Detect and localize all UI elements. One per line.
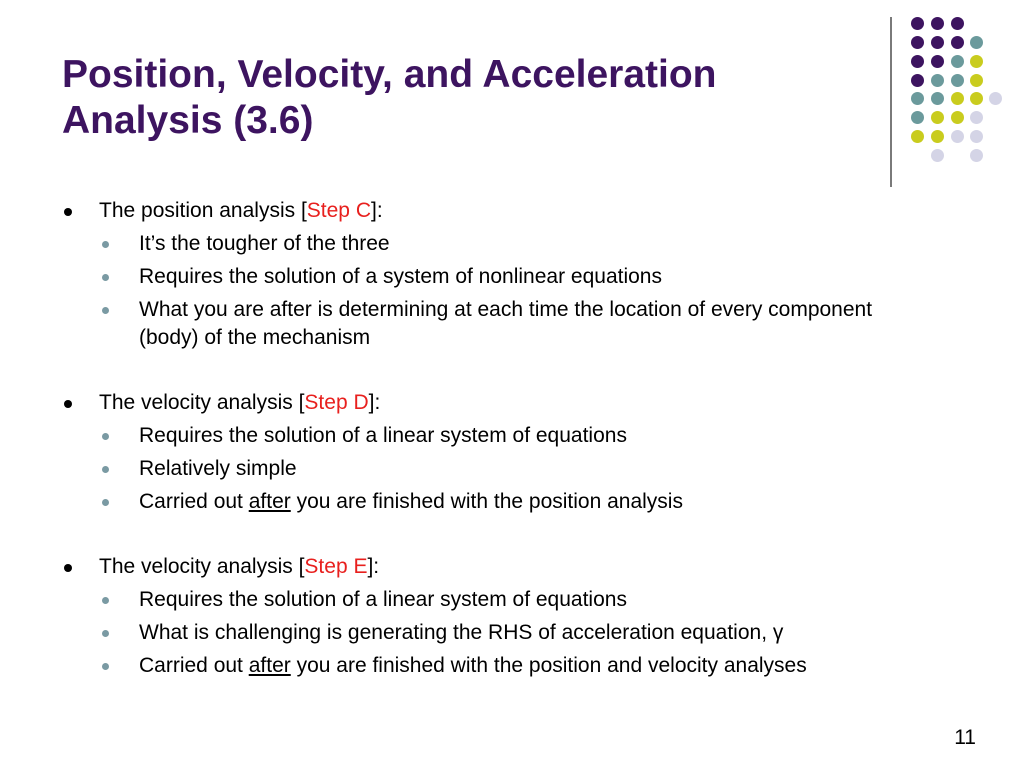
decor-dot: [931, 92, 944, 105]
decor-dot: [911, 111, 924, 124]
decor-dot: [951, 92, 964, 105]
bullet-text: you are finished with the position and velocity analyses: [290, 654, 807, 677]
decor-dot: [911, 130, 924, 143]
decor-dot: [951, 74, 964, 87]
decor-dot: [970, 36, 983, 49]
decor-dot: [951, 130, 964, 143]
slide-title: Position, Velocity, and Acceleration Analysis (3.6): [62, 53, 717, 142]
decor-dot: [970, 55, 983, 68]
decor-dot: [951, 17, 964, 30]
heading-text: The position analysis [: [99, 199, 307, 222]
section-heading: [62, 197, 982, 225]
decor-dot: [989, 92, 1002, 105]
decor-dot: [931, 17, 944, 30]
section-position-analysis: [62, 197, 982, 352]
heading-text: The velocity analysis [: [99, 391, 305, 414]
underlined-word: after: [248, 654, 291, 677]
sub-bullet: Requires the solution of a system of nonlinear equations: [99, 263, 919, 291]
heading-suffix: ]:: [370, 199, 383, 222]
slide-body: [62, 197, 982, 680]
heading-text: The velocity analysis [: [99, 555, 305, 578]
sub-bullet: [99, 488, 919, 516]
decor-dot: [911, 36, 924, 49]
decor-dot: [931, 149, 944, 162]
decor-dot: [970, 74, 983, 87]
underlined-word: after: [248, 490, 291, 513]
sub-bullet: Relatively simple: [99, 455, 919, 483]
decor-dot: [931, 36, 944, 49]
decor-dot: [951, 111, 964, 124]
decor-dot: [931, 74, 944, 87]
decor-dot: [931, 55, 944, 68]
bullet-text: Carried out: [139, 490, 249, 513]
title-divider-line: [890, 17, 892, 187]
step-label: Step C: [306, 199, 371, 222]
decor-dot: [970, 92, 983, 105]
sub-bullet: What you are after is determining at each time the location of every component (body) of the mechanism: [99, 296, 919, 352]
decor-dot: [970, 111, 983, 124]
sub-bullet: Requires the solution of a linear system of equations: [99, 422, 919, 450]
section-heading: [62, 553, 982, 581]
section-velocity-analysis: [62, 389, 982, 516]
decor-dot: [911, 55, 924, 68]
step-label: Step D: [304, 391, 369, 414]
section-heading: [62, 389, 982, 417]
sub-bullet: It’s the tougher of the three: [99, 230, 919, 258]
slide-page-number: 11: [954, 726, 976, 749]
decor-dot: [951, 36, 964, 49]
bullet-text: Carried out: [139, 654, 249, 677]
sub-bullet: Requires the solution of a linear system of equations: [99, 586, 919, 614]
sub-bullet: [99, 652, 919, 680]
decor-dot: [931, 111, 944, 124]
decor-dot: [911, 17, 924, 30]
sub-bullet: What is challenging is generating the RHS of acceleration equation, γ: [99, 619, 919, 647]
step-label: Step E: [304, 555, 368, 578]
decor-dot: [970, 130, 983, 143]
heading-suffix: ]:: [367, 555, 380, 578]
decor-dot: [951, 55, 964, 68]
decor-dot: [911, 74, 924, 87]
section-acceleration-analysis: [62, 553, 982, 680]
heading-suffix: ]:: [368, 391, 381, 414]
bullet-text: you are finished with the position analysis: [290, 490, 683, 513]
decor-dot: [931, 130, 944, 143]
decor-dot: [970, 149, 983, 162]
decor-dot: [911, 92, 924, 105]
